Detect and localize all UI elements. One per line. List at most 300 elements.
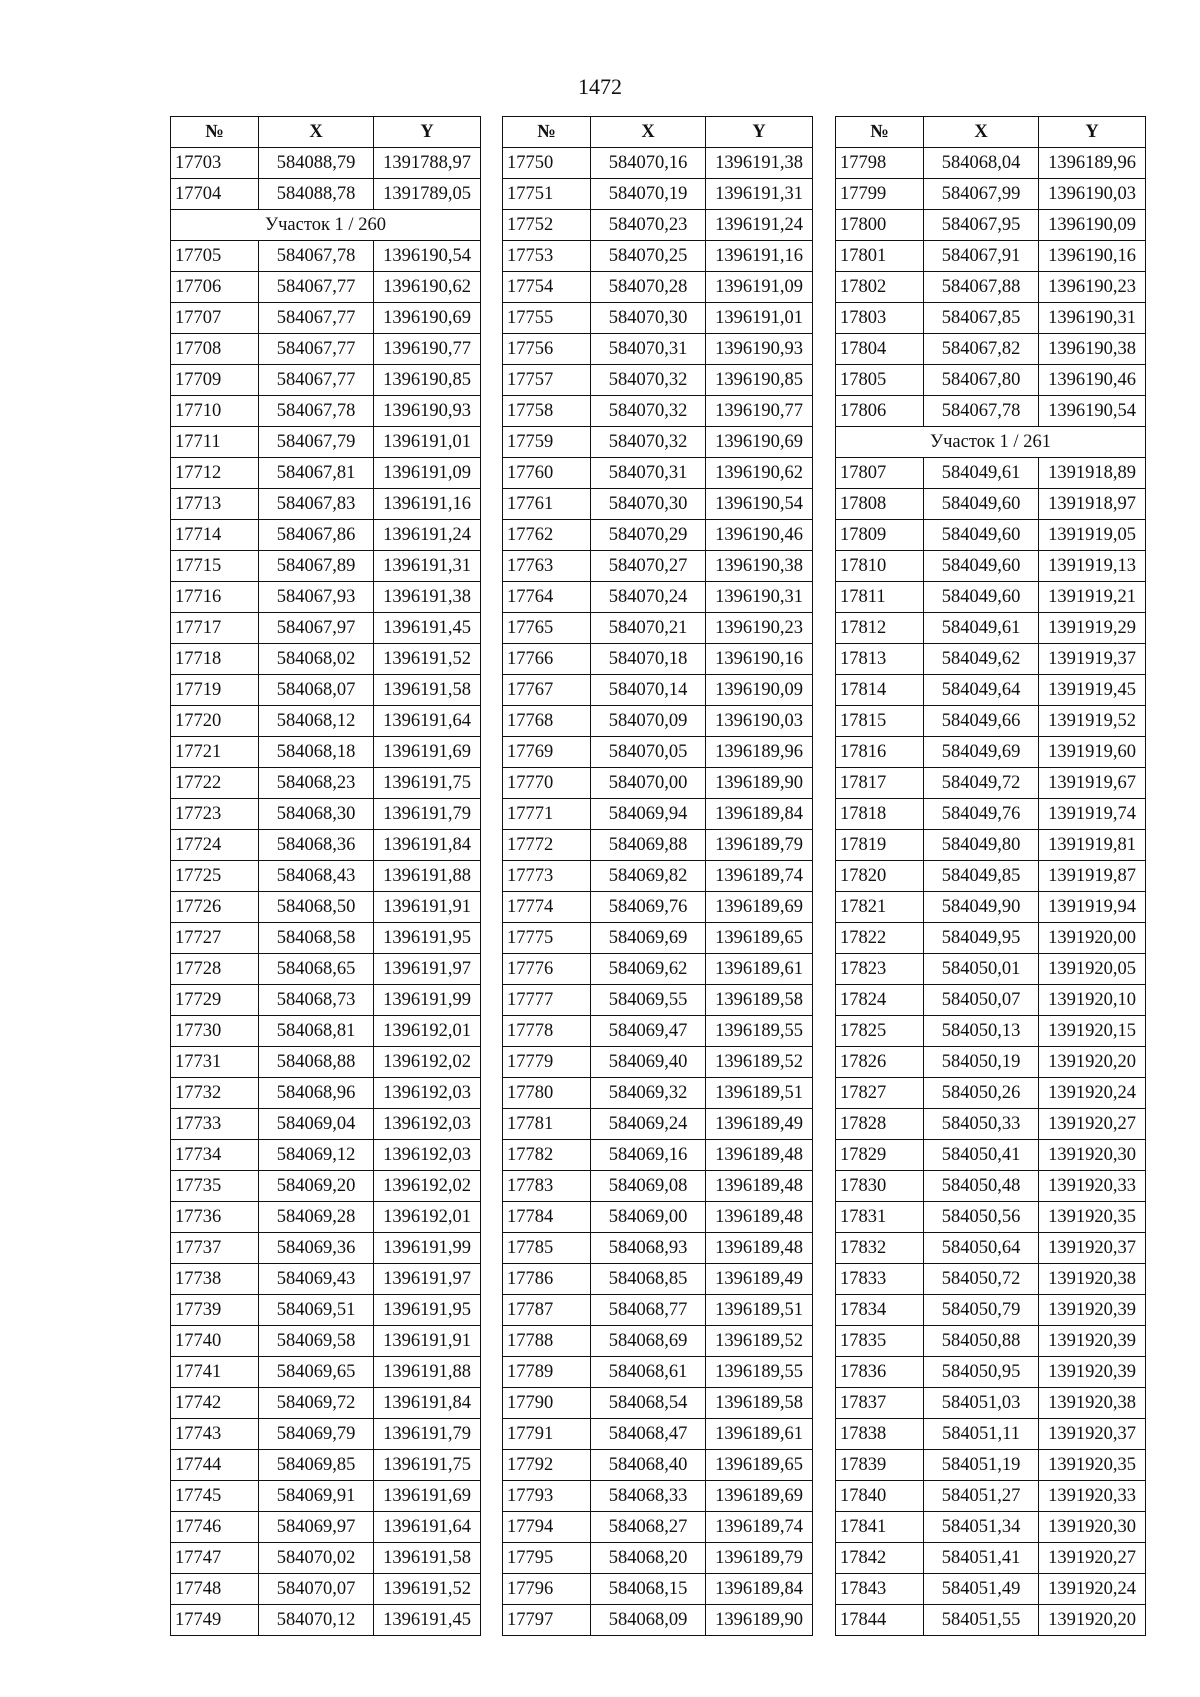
table-row	[503, 1512, 813, 1543]
x-coordinate-cell: 584067,80	[924, 365, 1039, 396]
table-row	[171, 1171, 481, 1202]
x-coordinate-cell: 584068,07	[259, 675, 374, 706]
y-coordinate-cell: 1391920,20	[1039, 1605, 1146, 1636]
table-row	[171, 241, 481, 272]
table-row	[171, 1605, 481, 1636]
y-coordinate-cell: 1396190,23	[1039, 272, 1146, 303]
table-row	[171, 954, 481, 985]
x-coordinate-cell: 584070,32	[591, 396, 706, 427]
x-coordinate-cell: 584067,78	[259, 396, 374, 427]
table-row	[836, 1264, 1146, 1295]
point-number-cell: 17748	[171, 1574, 259, 1605]
point-number-cell: 17820	[836, 861, 924, 892]
x-coordinate-cell: 584068,81	[259, 1016, 374, 1047]
y-coordinate-cell: 1396189,79	[706, 1543, 813, 1574]
point-number-cell: 17725	[171, 861, 259, 892]
point-number-cell: 17809	[836, 520, 924, 551]
point-number-cell: 17759	[503, 427, 591, 458]
y-coordinate-cell: 1396190,62	[706, 458, 813, 489]
table-row	[836, 985, 1146, 1016]
x-coordinate-cell: 584068,50	[259, 892, 374, 923]
x-coordinate-cell: 584050,41	[924, 1140, 1039, 1171]
point-number-cell: 17738	[171, 1264, 259, 1295]
point-number-cell: 17768	[503, 706, 591, 737]
table-row	[836, 1419, 1146, 1450]
table-row	[503, 768, 813, 799]
x-coordinate-cell: 584069,04	[259, 1109, 374, 1140]
point-number-cell: 17731	[171, 1047, 259, 1078]
point-number-cell: 17781	[503, 1109, 591, 1140]
y-coordinate-cell: 1396190,54	[706, 489, 813, 520]
y-coordinate-cell: 1396191,91	[374, 892, 481, 923]
table-row	[171, 551, 481, 582]
table-row	[171, 1512, 481, 1543]
point-number-cell: 17826	[836, 1047, 924, 1078]
table-row	[171, 1543, 481, 1574]
y-coordinate-cell: 1391920,33	[1039, 1171, 1146, 1202]
y-coordinate-cell: 1396189,52	[706, 1047, 813, 1078]
table-row	[171, 1047, 481, 1078]
point-number-cell: 17829	[836, 1140, 924, 1171]
x-coordinate-cell: 584067,83	[259, 489, 374, 520]
x-coordinate-cell: 584051,11	[924, 1419, 1039, 1450]
x-coordinate-cell: 584049,62	[924, 644, 1039, 675]
point-number-cell: 17763	[503, 551, 591, 582]
table-row	[171, 737, 481, 768]
point-number-cell: 17746	[171, 1512, 259, 1543]
x-coordinate-cell: 584069,16	[591, 1140, 706, 1171]
point-number-cell: 17755	[503, 303, 591, 334]
table-row	[836, 1574, 1146, 1605]
point-number-cell: 17798	[836, 148, 924, 179]
point-number-cell: 17720	[171, 706, 259, 737]
section-header-row	[836, 427, 1146, 458]
y-coordinate-cell: 1396189,55	[706, 1016, 813, 1047]
point-number-cell: 17789	[503, 1357, 591, 1388]
x-coordinate-cell: 584049,60	[924, 551, 1039, 582]
point-number-cell: 17762	[503, 520, 591, 551]
y-coordinate-cell: 1396191,52	[374, 1574, 481, 1605]
x-coordinate-cell: 584050,56	[924, 1202, 1039, 1233]
x-coordinate-cell: 584049,85	[924, 861, 1039, 892]
x-coordinate-cell: 584070,27	[591, 551, 706, 582]
x-coordinate-cell: 584049,60	[924, 489, 1039, 520]
y-coordinate-cell: 1396191,16	[374, 489, 481, 520]
y-coordinate-cell: 1396189,84	[706, 799, 813, 830]
y-coordinate-cell: 1396189,48	[706, 1140, 813, 1171]
x-coordinate-cell: 584070,28	[591, 272, 706, 303]
table-row	[171, 334, 481, 365]
point-number-cell: 17821	[836, 892, 924, 923]
y-coordinate-cell: 1391789,05	[374, 179, 481, 210]
table-row	[503, 148, 813, 179]
y-coordinate-cell: 1396190,54	[374, 241, 481, 272]
point-number-cell: 17739	[171, 1295, 259, 1326]
y-coordinate-cell: 1391920,10	[1039, 985, 1146, 1016]
table-header-row	[836, 117, 1146, 148]
x-coordinate-cell: 584049,60	[924, 582, 1039, 613]
y-coordinate-cell: 1391920,35	[1039, 1450, 1146, 1481]
table-row	[503, 830, 813, 861]
y-coordinate-cell: 1396191,58	[374, 1543, 481, 1574]
x-coordinate-cell: 584051,19	[924, 1450, 1039, 1481]
table-row	[503, 458, 813, 489]
table-row	[171, 1233, 481, 1264]
table-row	[171, 985, 481, 1016]
y-coordinate-cell: 1391920,27	[1039, 1543, 1146, 1574]
x-coordinate-cell: 584069,12	[259, 1140, 374, 1171]
point-number-cell: 17785	[503, 1233, 591, 1264]
x-coordinate-cell: 584069,32	[591, 1078, 706, 1109]
table-row	[503, 613, 813, 644]
table-row	[836, 1295, 1146, 1326]
header-x: X	[591, 117, 706, 148]
x-coordinate-cell: 584068,77	[591, 1295, 706, 1326]
point-number-cell: 17844	[836, 1605, 924, 1636]
table-row	[836, 830, 1146, 861]
point-number-cell: 17793	[503, 1481, 591, 1512]
point-number-cell: 17715	[171, 551, 259, 582]
x-coordinate-cell: 584068,30	[259, 799, 374, 830]
table-row	[836, 1326, 1146, 1357]
x-coordinate-cell: 584067,93	[259, 582, 374, 613]
y-coordinate-cell: 1396189,90	[706, 1605, 813, 1636]
point-number-cell: 17817	[836, 768, 924, 799]
point-number-cell: 17756	[503, 334, 591, 365]
table-row	[503, 1326, 813, 1357]
table-row	[171, 427, 481, 458]
table-row	[171, 1264, 481, 1295]
point-number-cell: 17794	[503, 1512, 591, 1543]
table-row	[503, 954, 813, 985]
x-coordinate-cell: 584067,78	[924, 396, 1039, 427]
y-coordinate-cell: 1396190,85	[374, 365, 481, 396]
y-coordinate-cell: 1391919,87	[1039, 861, 1146, 892]
x-coordinate-cell: 584070,07	[259, 1574, 374, 1605]
x-coordinate-cell: 584050,13	[924, 1016, 1039, 1047]
table-row	[836, 768, 1146, 799]
x-coordinate-cell: 584050,95	[924, 1357, 1039, 1388]
table-row	[503, 520, 813, 551]
x-coordinate-cell: 584068,04	[924, 148, 1039, 179]
point-number-cell: 17805	[836, 365, 924, 396]
y-coordinate-cell: 1396191,45	[374, 613, 481, 644]
x-coordinate-cell: 584049,90	[924, 892, 1039, 923]
table-row	[503, 644, 813, 675]
point-number-cell: 17838	[836, 1419, 924, 1450]
header-x: X	[259, 117, 374, 148]
y-coordinate-cell: 1396190,69	[374, 303, 481, 334]
y-coordinate-cell: 1391919,52	[1039, 706, 1146, 737]
y-coordinate-cell: 1391920,38	[1039, 1388, 1146, 1419]
x-coordinate-cell: 584069,94	[591, 799, 706, 830]
table-row	[503, 272, 813, 303]
y-coordinate-cell: 1391919,29	[1039, 613, 1146, 644]
y-coordinate-cell: 1396190,31	[706, 582, 813, 613]
x-coordinate-cell: 584068,85	[591, 1264, 706, 1295]
point-number-cell: 17814	[836, 675, 924, 706]
table-row	[171, 1357, 481, 1388]
point-number-cell: 17760	[503, 458, 591, 489]
table-row	[171, 489, 481, 520]
x-coordinate-cell: 584070,30	[591, 489, 706, 520]
y-coordinate-cell: 1396189,69	[706, 892, 813, 923]
point-number-cell: 17840	[836, 1481, 924, 1512]
x-coordinate-cell: 584068,47	[591, 1419, 706, 1450]
x-coordinate-cell: 584051,34	[924, 1512, 1039, 1543]
y-coordinate-cell: 1396190,16	[1039, 241, 1146, 272]
table-row	[171, 1419, 481, 1450]
y-coordinate-cell: 1396190,77	[374, 334, 481, 365]
y-coordinate-cell: 1396191,84	[374, 830, 481, 861]
section-title: Участок 1 / 260	[171, 210, 481, 241]
x-coordinate-cell: 584050,33	[924, 1109, 1039, 1140]
y-coordinate-cell: 1396191,79	[374, 799, 481, 830]
x-coordinate-cell: 584067,77	[259, 334, 374, 365]
y-coordinate-cell: 1396189,51	[706, 1295, 813, 1326]
y-coordinate-cell: 1396190,23	[706, 613, 813, 644]
point-number-cell: 17734	[171, 1140, 259, 1171]
table-row	[836, 272, 1146, 303]
point-number-cell: 17750	[503, 148, 591, 179]
point-number-cell: 17754	[503, 272, 591, 303]
table-row	[836, 1450, 1146, 1481]
y-coordinate-cell: 1396191,45	[374, 1605, 481, 1636]
table-row	[836, 644, 1146, 675]
table-row	[503, 737, 813, 768]
x-coordinate-cell: 584050,88	[924, 1326, 1039, 1357]
y-coordinate-cell: 1396191,31	[374, 551, 481, 582]
y-coordinate-cell: 1396192,02	[374, 1047, 481, 1078]
x-coordinate-cell: 584069,88	[591, 830, 706, 861]
y-coordinate-cell: 1396190,09	[706, 675, 813, 706]
x-coordinate-cell: 584069,79	[259, 1419, 374, 1450]
y-coordinate-cell: 1396191,38	[374, 582, 481, 613]
y-coordinate-cell: 1391920,37	[1039, 1419, 1146, 1450]
y-coordinate-cell: 1396189,84	[706, 1574, 813, 1605]
y-coordinate-cell: 1396191,24	[374, 520, 481, 551]
table-row	[503, 396, 813, 427]
table-row	[503, 303, 813, 334]
table-row	[503, 892, 813, 923]
table-row	[836, 458, 1146, 489]
table-row	[836, 613, 1146, 644]
y-coordinate-cell: 1396191,69	[374, 737, 481, 768]
point-number-cell: 17833	[836, 1264, 924, 1295]
point-number-cell: 17737	[171, 1233, 259, 1264]
y-coordinate-cell: 1391919,67	[1039, 768, 1146, 799]
x-coordinate-cell: 584067,77	[259, 272, 374, 303]
y-coordinate-cell: 1396191,01	[374, 427, 481, 458]
point-number-cell: 17736	[171, 1202, 259, 1233]
y-coordinate-cell: 1396191,58	[374, 675, 481, 706]
table-row	[836, 1512, 1146, 1543]
y-coordinate-cell: 1391920,39	[1039, 1326, 1146, 1357]
table-row	[836, 1202, 1146, 1233]
x-coordinate-cell: 584067,81	[259, 458, 374, 489]
y-coordinate-cell: 1391919,74	[1039, 799, 1146, 830]
point-number-cell: 17807	[836, 458, 924, 489]
table-row	[836, 148, 1146, 179]
x-coordinate-cell: 584050,72	[924, 1264, 1039, 1295]
x-coordinate-cell: 584050,01	[924, 954, 1039, 985]
table-row	[836, 303, 1146, 334]
x-coordinate-cell: 584067,85	[924, 303, 1039, 334]
x-coordinate-cell: 584051,41	[924, 1543, 1039, 1574]
y-coordinate-cell: 1391920,00	[1039, 923, 1146, 954]
table-row	[836, 1078, 1146, 1109]
table-row	[171, 148, 481, 179]
table-row	[171, 613, 481, 644]
point-number-cell: 17779	[503, 1047, 591, 1078]
x-coordinate-cell: 584068,58	[259, 923, 374, 954]
y-coordinate-cell: 1391920,30	[1039, 1512, 1146, 1543]
x-coordinate-cell: 584067,77	[259, 303, 374, 334]
table-row	[836, 954, 1146, 985]
y-coordinate-cell: 1396190,46	[706, 520, 813, 551]
table-row	[503, 1078, 813, 1109]
point-number-cell: 17730	[171, 1016, 259, 1047]
y-coordinate-cell: 1396189,48	[706, 1202, 813, 1233]
header-x: X	[924, 117, 1039, 148]
point-number-cell: 17806	[836, 396, 924, 427]
y-coordinate-cell: 1396191,01	[706, 303, 813, 334]
x-coordinate-cell: 584068,09	[591, 1605, 706, 1636]
point-number-cell: 17719	[171, 675, 259, 706]
point-number-cell: 17835	[836, 1326, 924, 1357]
y-coordinate-cell: 1391920,30	[1039, 1140, 1146, 1171]
y-coordinate-cell: 1396191,99	[374, 985, 481, 1016]
x-coordinate-cell: 584070,24	[591, 582, 706, 613]
y-coordinate-cell: 1396191,79	[374, 1419, 481, 1450]
y-coordinate-cell: 1396191,16	[706, 241, 813, 272]
point-number-cell: 17705	[171, 241, 259, 272]
table-row	[171, 1078, 481, 1109]
point-number-cell: 17812	[836, 613, 924, 644]
table-row	[836, 582, 1146, 613]
table-row	[171, 396, 481, 427]
x-coordinate-cell: 584069,58	[259, 1326, 374, 1357]
y-coordinate-cell: 1396191,09	[706, 272, 813, 303]
x-coordinate-cell: 584068,33	[591, 1481, 706, 1512]
table-header-row	[171, 117, 481, 148]
table-row	[171, 768, 481, 799]
point-number-cell: 17839	[836, 1450, 924, 1481]
y-coordinate-cell: 1391920,20	[1039, 1047, 1146, 1078]
point-number-cell: 17706	[171, 272, 259, 303]
table-row	[171, 1016, 481, 1047]
x-coordinate-cell: 584069,65	[259, 1357, 374, 1388]
table-row	[836, 1016, 1146, 1047]
y-coordinate-cell: 1396191,99	[374, 1233, 481, 1264]
y-coordinate-cell: 1396190,93	[706, 334, 813, 365]
y-coordinate-cell: 1396191,75	[374, 768, 481, 799]
y-coordinate-cell: 1396191,95	[374, 923, 481, 954]
x-coordinate-cell: 584051,49	[924, 1574, 1039, 1605]
table-row	[836, 551, 1146, 582]
x-coordinate-cell: 584070,16	[591, 148, 706, 179]
y-coordinate-cell: 1396191,84	[374, 1388, 481, 1419]
x-coordinate-cell: 584049,80	[924, 830, 1039, 861]
table-row	[836, 799, 1146, 830]
y-coordinate-cell: 1396190,09	[1039, 210, 1146, 241]
point-number-cell: 17783	[503, 1171, 591, 1202]
y-coordinate-cell: 1396191,97	[374, 954, 481, 985]
x-coordinate-cell: 584070,30	[591, 303, 706, 334]
y-coordinate-cell: 1391919,37	[1039, 644, 1146, 675]
header-y: Y	[706, 117, 813, 148]
point-number-cell: 17815	[836, 706, 924, 737]
table-row	[171, 365, 481, 396]
y-coordinate-cell: 1396190,46	[1039, 365, 1146, 396]
point-number-cell: 17773	[503, 861, 591, 892]
table-row	[171, 1140, 481, 1171]
x-coordinate-cell: 584070,19	[591, 179, 706, 210]
table-row	[836, 396, 1146, 427]
x-coordinate-cell: 584069,76	[591, 892, 706, 923]
table-row	[503, 427, 813, 458]
table-row	[171, 923, 481, 954]
y-coordinate-cell: 1396189,52	[706, 1326, 813, 1357]
table-row	[171, 706, 481, 737]
header-number: №	[503, 117, 591, 148]
x-coordinate-cell: 584068,61	[591, 1357, 706, 1388]
y-coordinate-cell: 1396191,09	[374, 458, 481, 489]
y-coordinate-cell: 1396189,61	[706, 1419, 813, 1450]
x-coordinate-cell: 584067,78	[259, 241, 374, 272]
x-coordinate-cell: 584068,69	[591, 1326, 706, 1357]
section-header-row	[171, 210, 481, 241]
table-row	[836, 334, 1146, 365]
point-number-cell: 17804	[836, 334, 924, 365]
x-coordinate-cell: 584049,60	[924, 520, 1039, 551]
point-number-cell: 17708	[171, 334, 259, 365]
section-title: Участок 1 / 261	[836, 427, 1146, 458]
table-row	[171, 303, 481, 334]
x-coordinate-cell: 584067,79	[259, 427, 374, 458]
table-row	[503, 1543, 813, 1574]
x-coordinate-cell: 584068,43	[259, 861, 374, 892]
point-number-cell: 17816	[836, 737, 924, 768]
x-coordinate-cell: 584069,51	[259, 1295, 374, 1326]
coordinates-table-3	[835, 116, 1146, 1636]
x-coordinate-cell: 584069,24	[591, 1109, 706, 1140]
x-coordinate-cell: 584067,82	[924, 334, 1039, 365]
table-row	[503, 1016, 813, 1047]
point-number-cell: 17767	[503, 675, 591, 706]
point-number-cell: 17787	[503, 1295, 591, 1326]
table-row	[836, 489, 1146, 520]
y-coordinate-cell: 1396189,96	[1039, 148, 1146, 179]
y-coordinate-cell: 1396189,58	[706, 985, 813, 1016]
table-row	[503, 1171, 813, 1202]
y-coordinate-cell: 1391920,38	[1039, 1264, 1146, 1295]
point-number-cell: 17837	[836, 1388, 924, 1419]
y-coordinate-cell: 1396192,01	[374, 1202, 481, 1233]
point-number-cell: 17722	[171, 768, 259, 799]
point-number-cell: 17712	[171, 458, 259, 489]
y-coordinate-cell: 1396192,01	[374, 1016, 481, 1047]
point-number-cell: 17770	[503, 768, 591, 799]
x-coordinate-cell: 584069,28	[259, 1202, 374, 1233]
y-coordinate-cell: 1396190,69	[706, 427, 813, 458]
y-coordinate-cell: 1396192,02	[374, 1171, 481, 1202]
table-header-row	[503, 117, 813, 148]
point-number-cell: 17740	[171, 1326, 259, 1357]
y-coordinate-cell: 1396189,55	[706, 1357, 813, 1388]
x-coordinate-cell: 584068,20	[591, 1543, 706, 1574]
x-coordinate-cell: 584069,62	[591, 954, 706, 985]
